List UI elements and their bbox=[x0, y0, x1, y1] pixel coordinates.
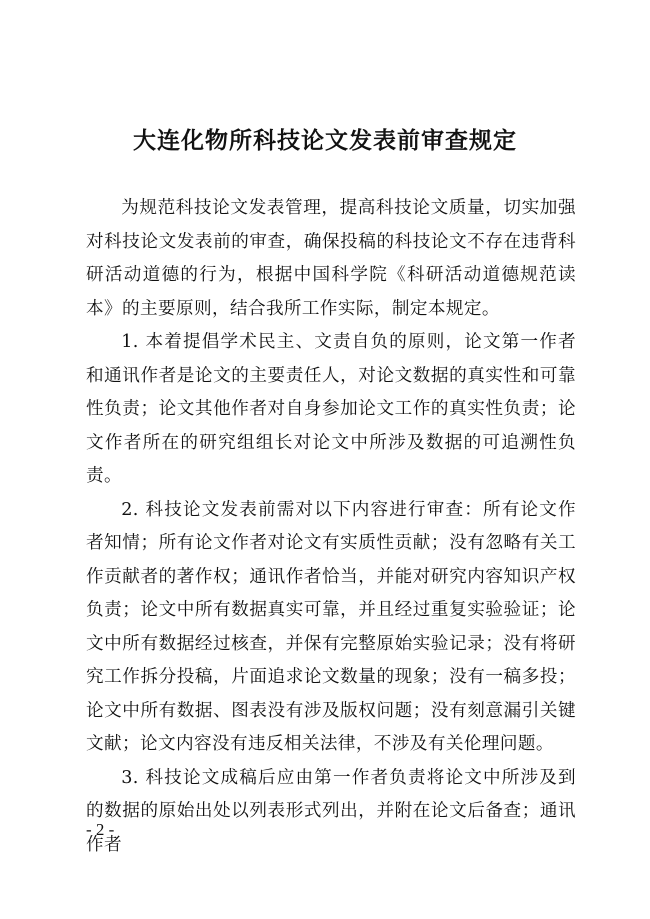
paragraph-article-1: 1. 本着提倡学术民主、文责自负的原则，论文第一作者和通讯作者是论文的主要责任人，对论文数据的真实性和可靠性负责；论文其他作者对自身参加论文工作的真实性负责；论文作者所在的研究组组长对论文中所涉及数据的可追溯性负责。 bbox=[86, 332, 576, 486]
paragraph-article-3: 3. 科技论文成稿后应由第一作者负责将论文中所涉及到的数据的原始出处以列表形式列出，并附在论文后备查；通讯作者 bbox=[86, 767, 576, 855]
document-body bbox=[86, 192, 576, 862]
document-title: 大连化物所科技论文发表前审查规定 bbox=[133, 128, 517, 154]
paragraph-intro: 为规范科技论文发表管理，提高科技论文质量，切实加强对科技论文发表前的审查，确保投稿的科技论文不存在违背科研活动道德的行为，根据中国科学院《科研活动道德规范读本》的主要原则，结合我所工作实际，制定本规定。 bbox=[86, 198, 576, 319]
paragraph-article-2: 2. 科技论文发表前需对以下内容进行审查：所有论文作者知情；所有论文作者对论文有实质性贡献；没有忽略有关工作贡献者的著作权；通讯作者恰当，并能对研究内容知识产权负责；论文中所有数据真实可靠，并且经过重复实验验证；论文中所有数据经过核查，并保有完整原始实验记录；没有将研究工作拆分投稿，片面追求论文数量的现象；没有一稿多投；论文中所有数据、图表没有涉及版权问题；没有刻意漏引关键文献；论文内容没有违反相关法律，不涉及有关伦理问题。 bbox=[86, 499, 576, 754]
page-number: - 2 - bbox=[86, 820, 115, 839]
